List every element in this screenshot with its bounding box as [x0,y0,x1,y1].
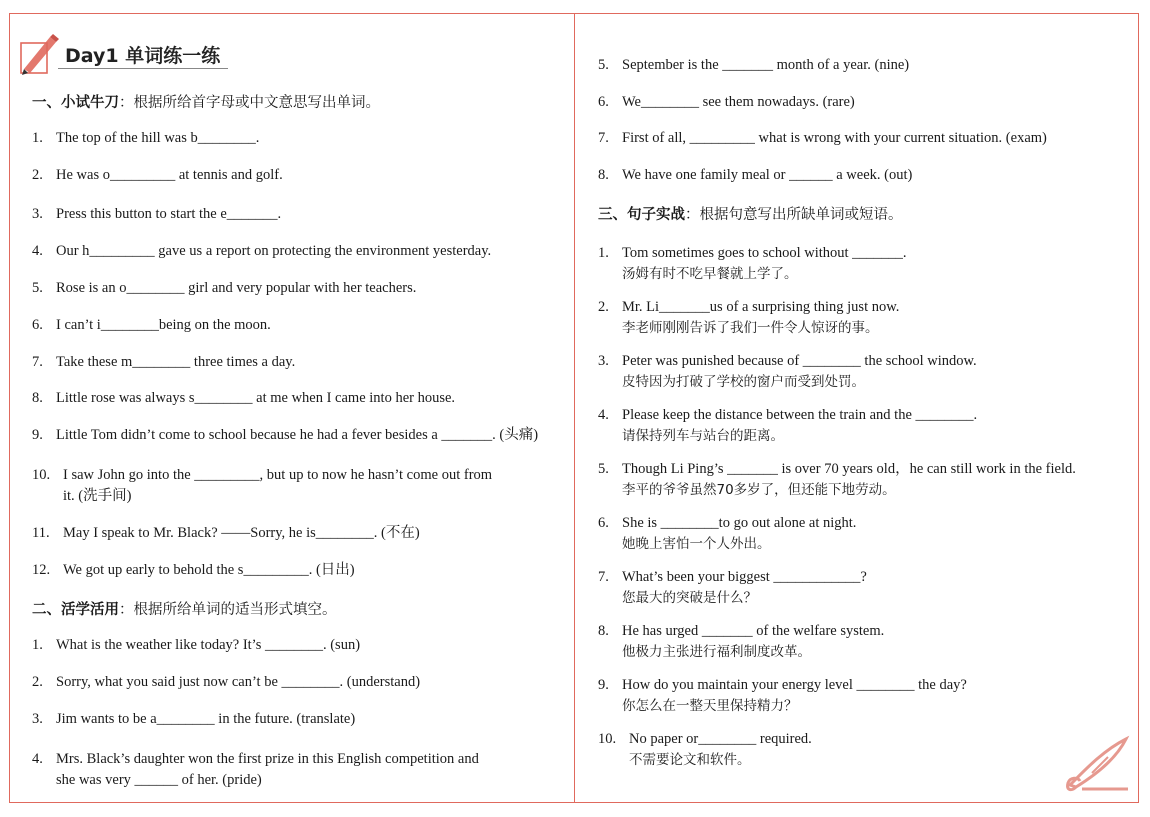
s3-item-8 [598,621,884,663]
item-translation: 皮特因为打破了学校的窗户而受到处罚。 [622,374,865,390]
item-number: 3. [598,353,609,369]
s2-item-8 [598,165,912,186]
s2-item-4 [32,749,479,791]
item-text: What’s been your biggest ____________? [622,569,867,585]
item-text: Tom sometimes goes to school without _______. [622,245,907,261]
item-text: I saw John go into the _________, but up to now he hasn’t come out from [63,467,493,483]
s1-item-10 [32,465,492,507]
item-number: 7. [32,354,43,370]
item-translation: 请保持列车与站台的距离。 [622,428,784,444]
s1-item-5 [32,278,416,299]
item-number: 6. [598,515,609,531]
item-number: 5. [598,57,609,73]
item-number: 9. [32,427,43,443]
s1-item-4 [32,241,491,262]
item-number: 3. [32,206,43,222]
s1-item-2 [32,165,283,186]
s2-item-6 [598,92,855,113]
item-text: First of all, _________ what is wrong with your current situation. (exam) [622,130,1047,146]
item-number: 7. [598,130,609,146]
item-text: We have one family meal or ______ a week. (out) [622,167,913,183]
item-text: Peter was punished because of ________ the school window. [622,353,977,369]
section2-instruction: ：根据所给单词的适当形式填空。 [119,602,337,618]
item-number: 1. [32,637,43,653]
item-translation: 不需要论文和软件。 [629,752,751,768]
item-text: Rose is an o________ girl and very popular with her teachers. [56,280,417,296]
s1-item-1 [32,128,259,149]
section3-head: 三、句子实战 [598,207,685,223]
s1-item-12 [32,560,355,581]
item-number: 11. [32,525,50,541]
item-text: Press this button to start the e_______. [56,206,282,222]
item-number: 2. [32,674,43,690]
title-underline [58,68,228,69]
item-text: Though Li Ping’s _______ is over 70 years old，he can still work in the field. [622,461,1076,477]
s1-item-7 [32,352,295,373]
item-text: May I speak to Mr. Black? ——Sorry, he is________. (不在) [63,525,420,541]
item-translation: 李老师刚刚告诉了我们一件令人惊讶的事。 [622,320,879,336]
item-number: 2. [32,167,43,183]
item-text: Little Tom didn’t come to school because he had a fever besides a _______. (头痛) [56,427,539,443]
notepad-pen-icon [18,33,64,77]
s3-item-1 [598,243,907,285]
s3-item-9 [598,675,967,717]
item-number: 1. [598,245,609,261]
item-number: 8. [598,623,609,639]
item-text: Take these m________ three times a day. [56,354,296,370]
item-number: 3. [32,711,43,727]
s1-item-6 [32,315,271,336]
item-text: I can’t i________being on the moon. [56,317,271,333]
item-number: 2. [598,299,609,315]
item-text: Please keep the distance between the train and the ________. [622,407,978,423]
item-text: Jim wants to be a________ in the future. (translate) [56,711,356,727]
page-header [18,33,233,77]
s2-item-2 [32,672,420,693]
s1-item-11 [32,523,420,544]
s2-item-1 [32,635,360,656]
s3-item-5 [598,459,1076,501]
item-number: 4. [32,751,43,767]
item-text: What is the weather like today? It’s ________. (sun) [56,637,361,653]
item-translation: 她晚上害怕一个人外出。 [622,536,771,552]
item-text: We got up early to behold the s_________. (日出) [63,562,355,578]
item-text: We________ see them nowadays. (rare) [622,94,855,110]
column-divider [574,14,575,802]
section2-head: 二、活学活用 [32,602,119,618]
s3-item-2 [598,297,899,339]
item-number: 12. [32,562,51,578]
item-number: 9. [598,677,609,693]
item-number: 5. [598,461,609,477]
section1-heading [32,91,380,112]
item-number: 7. [598,569,609,585]
section3-heading [598,203,903,224]
section2-heading [32,598,337,619]
item-text: No paper or________ required. [629,731,812,747]
item-text: How do you maintain your energy level ________ the day? [622,677,967,693]
item-text: Little rose was always s________ at me when I came into her house. [56,390,456,406]
page-title: Day1 单词练一练 [65,45,221,67]
s1-item-9 [32,425,538,446]
item-text-continued: she was very ______ of her. (pride) [56,772,262,788]
s2-item-5 [598,55,909,76]
quill-decoration-icon [1062,733,1132,793]
s2-item-3 [32,709,355,730]
s1-item-8 [32,388,455,409]
item-number: 6. [32,317,43,333]
item-translation: 李平的爷爷虽然70多岁了，但还能下地劳动。 [622,482,896,498]
item-number: 10. [32,467,51,483]
item-text: She is ________to go out alone at night. [622,515,857,531]
section1-head: 一、小试牛刀 [32,95,119,111]
s3-item-7 [598,567,867,609]
item-text: He was o_________ at tennis and golf. [56,167,283,183]
item-translation: 他极力主张进行福利制度改革。 [622,644,811,660]
item-number: 8. [598,167,609,183]
item-number: 1. [32,130,43,146]
s3-item-10 [598,729,812,771]
section1-instruction: ：根据所给首字母或中文意思写出单词。 [119,95,380,111]
s3-item-3 [598,351,977,393]
item-translation: 您最大的突破是什么？ [622,590,757,606]
item-number: 4. [598,407,609,423]
item-text-continued: it. (洗手间) [63,488,132,504]
item-number: 6. [598,94,609,110]
item-translation: 汤姆有时不吃早餐就上学了。 [622,266,798,282]
item-text: He has urged _______ of the welfare system. [622,623,885,639]
section3-instruction: ：根据句意写出所缺单词或短语。 [685,207,903,223]
item-text: Our h_________ gave us a report on protecting the environment yesterday. [56,243,492,259]
item-text: September is the _______ month of a year. (nine) [622,57,910,73]
item-number: 5. [32,280,43,296]
item-number: 8. [32,390,43,406]
item-text: Mrs. Black’s daughter won the first prize in this English competition and [56,751,479,767]
item-text: Sorry, what you said just now can’t be ________. (understand) [56,674,421,690]
s1-item-3 [32,204,281,225]
item-number: 4. [32,243,43,259]
item-text: The top of the hill was b________. [56,130,260,146]
s3-item-6 [598,513,856,555]
item-number: 10. [598,731,617,747]
item-text: Mr. Li_______us of a surprising thing just now. [622,299,900,315]
s3-item-4 [598,405,977,447]
s2-item-7 [598,128,1047,149]
item-translation: 你怎么在一整天里保持精力？ [622,698,798,714]
